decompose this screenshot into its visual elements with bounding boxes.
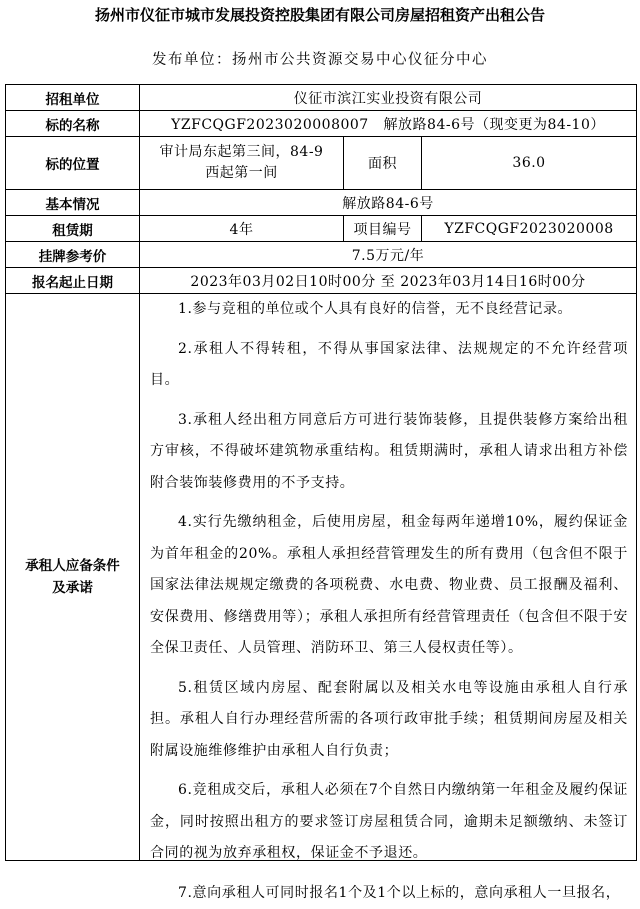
tenderer-label: 招租单位 — [6, 85, 140, 111]
conditions-content — [140, 294, 637, 861]
table-row — [6, 294, 637, 861]
area-value: 36.0 — [422, 137, 637, 190]
project-number-value: YZFCQGF2023020008 — [422, 216, 637, 242]
table-row — [6, 216, 637, 242]
table-row — [6, 242, 637, 268]
condition-item: 5.租赁区域内房屋、配套附属以及相关水电等设施由承租人自行承担。承租人自行办理经营所需的各项行政审批手续；租赁期间房屋及相关附属设施维修维护由承租人自行负责； — [150, 673, 628, 768]
conditions-label-line-2: 及承诺 — [6, 577, 139, 599]
project-number-label: 项目编号 — [344, 216, 422, 242]
lease-info-table — [5, 84, 637, 861]
table-row — [6, 111, 637, 137]
registration-period-label: 报名起止日期 — [6, 268, 140, 294]
publisher-line: 发布单位：扬州市公共资源交易中心仪征分中心 — [0, 48, 640, 69]
condition-item: 3.承租人经出租方同意后方可进行装饰装修，且提供装修方案给出租方审核，不得破坏建筑物承重结构。租赁期满时，承租人请求出租方补偿附合装饰装修费用的不予支持。 — [150, 405, 628, 500]
basic-info-label: 基本情况 — [6, 190, 140, 216]
condition-item: 7.意向承租人可同时报名1个及1个以上标的，意向承租人一旦报名， — [150, 878, 628, 909]
location-label: 标的位置 — [6, 137, 140, 190]
condition-item: 2.承租人不得转租，不得从事国家法律、法规规定的不允许经营项目。 — [150, 334, 628, 397]
reference-price-value: 7.5万元/年 — [140, 242, 637, 268]
condition-item: 1.参与竞租的单位或个人具有良好的信誉，无不良经营记录。 — [150, 294, 628, 326]
lease-term-label: 租赁期 — [6, 216, 140, 242]
reference-price-label: 挂牌参考价 — [6, 242, 140, 268]
basic-info-value: 解放路84-6号 — [140, 190, 637, 216]
lease-term-value: 4年 — [140, 216, 344, 242]
condition-item: 4.实行先缴纳租金，后使用房屋，租金每两年递增10%，履约保证金为首年租金的20%。承租人承担经营管理发生的所有费用（包含但不限于国家法律法规规定缴费的各项税费、水电费、物业费、员工报酬及福利、安保费用、修缮费用等）；承租人承担所有经营管理责任（包含但不限于安全保卫责任、人员管理、消防环卫、第三人侵权责任等）。 — [150, 507, 628, 665]
table-row — [6, 137, 637, 190]
location-line-1: 审计局东起第三间，84-9 — [140, 142, 343, 163]
table-row — [6, 190, 637, 216]
conditions-label-line-1: 承租人应备条件 — [6, 555, 139, 577]
tenderer-value: 仪征市滨江实业投资有限公司 — [140, 85, 637, 111]
conditions-label — [6, 294, 140, 861]
subject-label: 标的名称 — [6, 111, 140, 137]
location-value — [140, 137, 344, 190]
condition-item: 6.竞租成交后，承租人必须在7个自然日内缴纳第一年租金及履约保证金，同时按照出租方的要求签订房屋租赁合同，逾期未足额缴纳、未签订合同的视为放弃承租权，保证金不予退还。 — [150, 775, 628, 870]
conditions-list — [150, 294, 628, 853]
registration-period-value: 2023年03月02日10时00分 至 2023年03月14日16时00分 — [140, 268, 637, 294]
area-label: 面积 — [344, 137, 422, 190]
table-row — [6, 85, 637, 111]
document-title: 扬州市仪征市城市发展投资控股集团有限公司房屋招租资产出租公告 — [0, 4, 640, 25]
subject-value: YZFCQGF2023020008007 解放路84-6号（现变更为84-10） — [140, 111, 637, 137]
location-line-2: 西起第一间 — [140, 163, 343, 184]
table-row — [6, 268, 637, 294]
